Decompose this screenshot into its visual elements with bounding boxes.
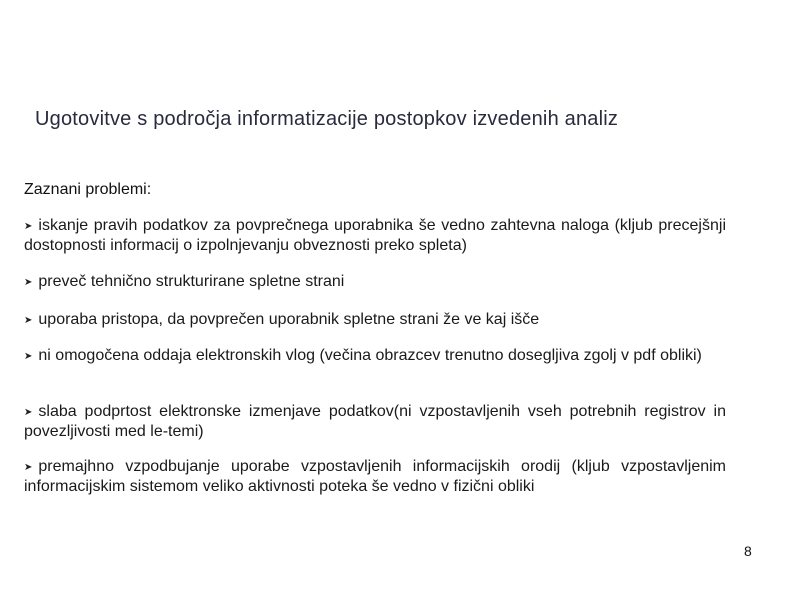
list-item-text: slaba podprtost elektronske izmenjave podatkov(ni vzpostavljenih vseh potrebnih registrov in povezljivosti med le-temi) bbox=[24, 403, 726, 440]
slide-subtitle: Zaznani problemi: bbox=[24, 181, 152, 198]
list-item bbox=[24, 346, 726, 366]
list-item bbox=[24, 272, 726, 292]
arrow-bullet-icon: ➤ bbox=[24, 351, 33, 362]
arrow-bullet-icon: ➤ bbox=[24, 221, 33, 232]
list-item bbox=[24, 310, 726, 330]
list-item bbox=[24, 402, 726, 441]
arrow-bullet-icon: ➤ bbox=[24, 315, 33, 326]
list-item bbox=[24, 457, 726, 496]
list-item-text: preveč tehnično strukturirane spletne strani bbox=[38, 273, 345, 290]
list-item bbox=[24, 216, 726, 255]
arrow-bullet-icon: ➤ bbox=[24, 277, 33, 288]
arrow-bullet-icon: ➤ bbox=[24, 407, 33, 418]
page-number: 8 bbox=[744, 543, 752, 559]
list-item-text: ni omogočena oddaja elektronskih vlog (večina obrazcev trenutno dosegljiva zgolj v pdf obliki) bbox=[38, 347, 702, 364]
list-item-text: uporaba pristopa, da povprečen uporabnik spletne strani že ve kaj išče bbox=[38, 311, 540, 328]
list-item-text: premajhno vzpodbujanje uporabe vzpostavljenih informacijskih orodij (kljub vzpostavljenim informacijskim sistemom veliko aktivnosti poteka še vedno v fizični obliki bbox=[24, 458, 726, 495]
slide-title: Ugotovitve s področja informatizacije postopkov izvedenih analiz bbox=[35, 108, 619, 130]
list-item-text: iskanje pravih podatkov za povprečnega uporabnika še vedno zahtevna naloga (kljub precejšnji dostopnosti informacij o izpolnjevanju obveznosti preko spleta) bbox=[24, 217, 726, 254]
arrow-bullet-icon: ➤ bbox=[24, 462, 33, 473]
